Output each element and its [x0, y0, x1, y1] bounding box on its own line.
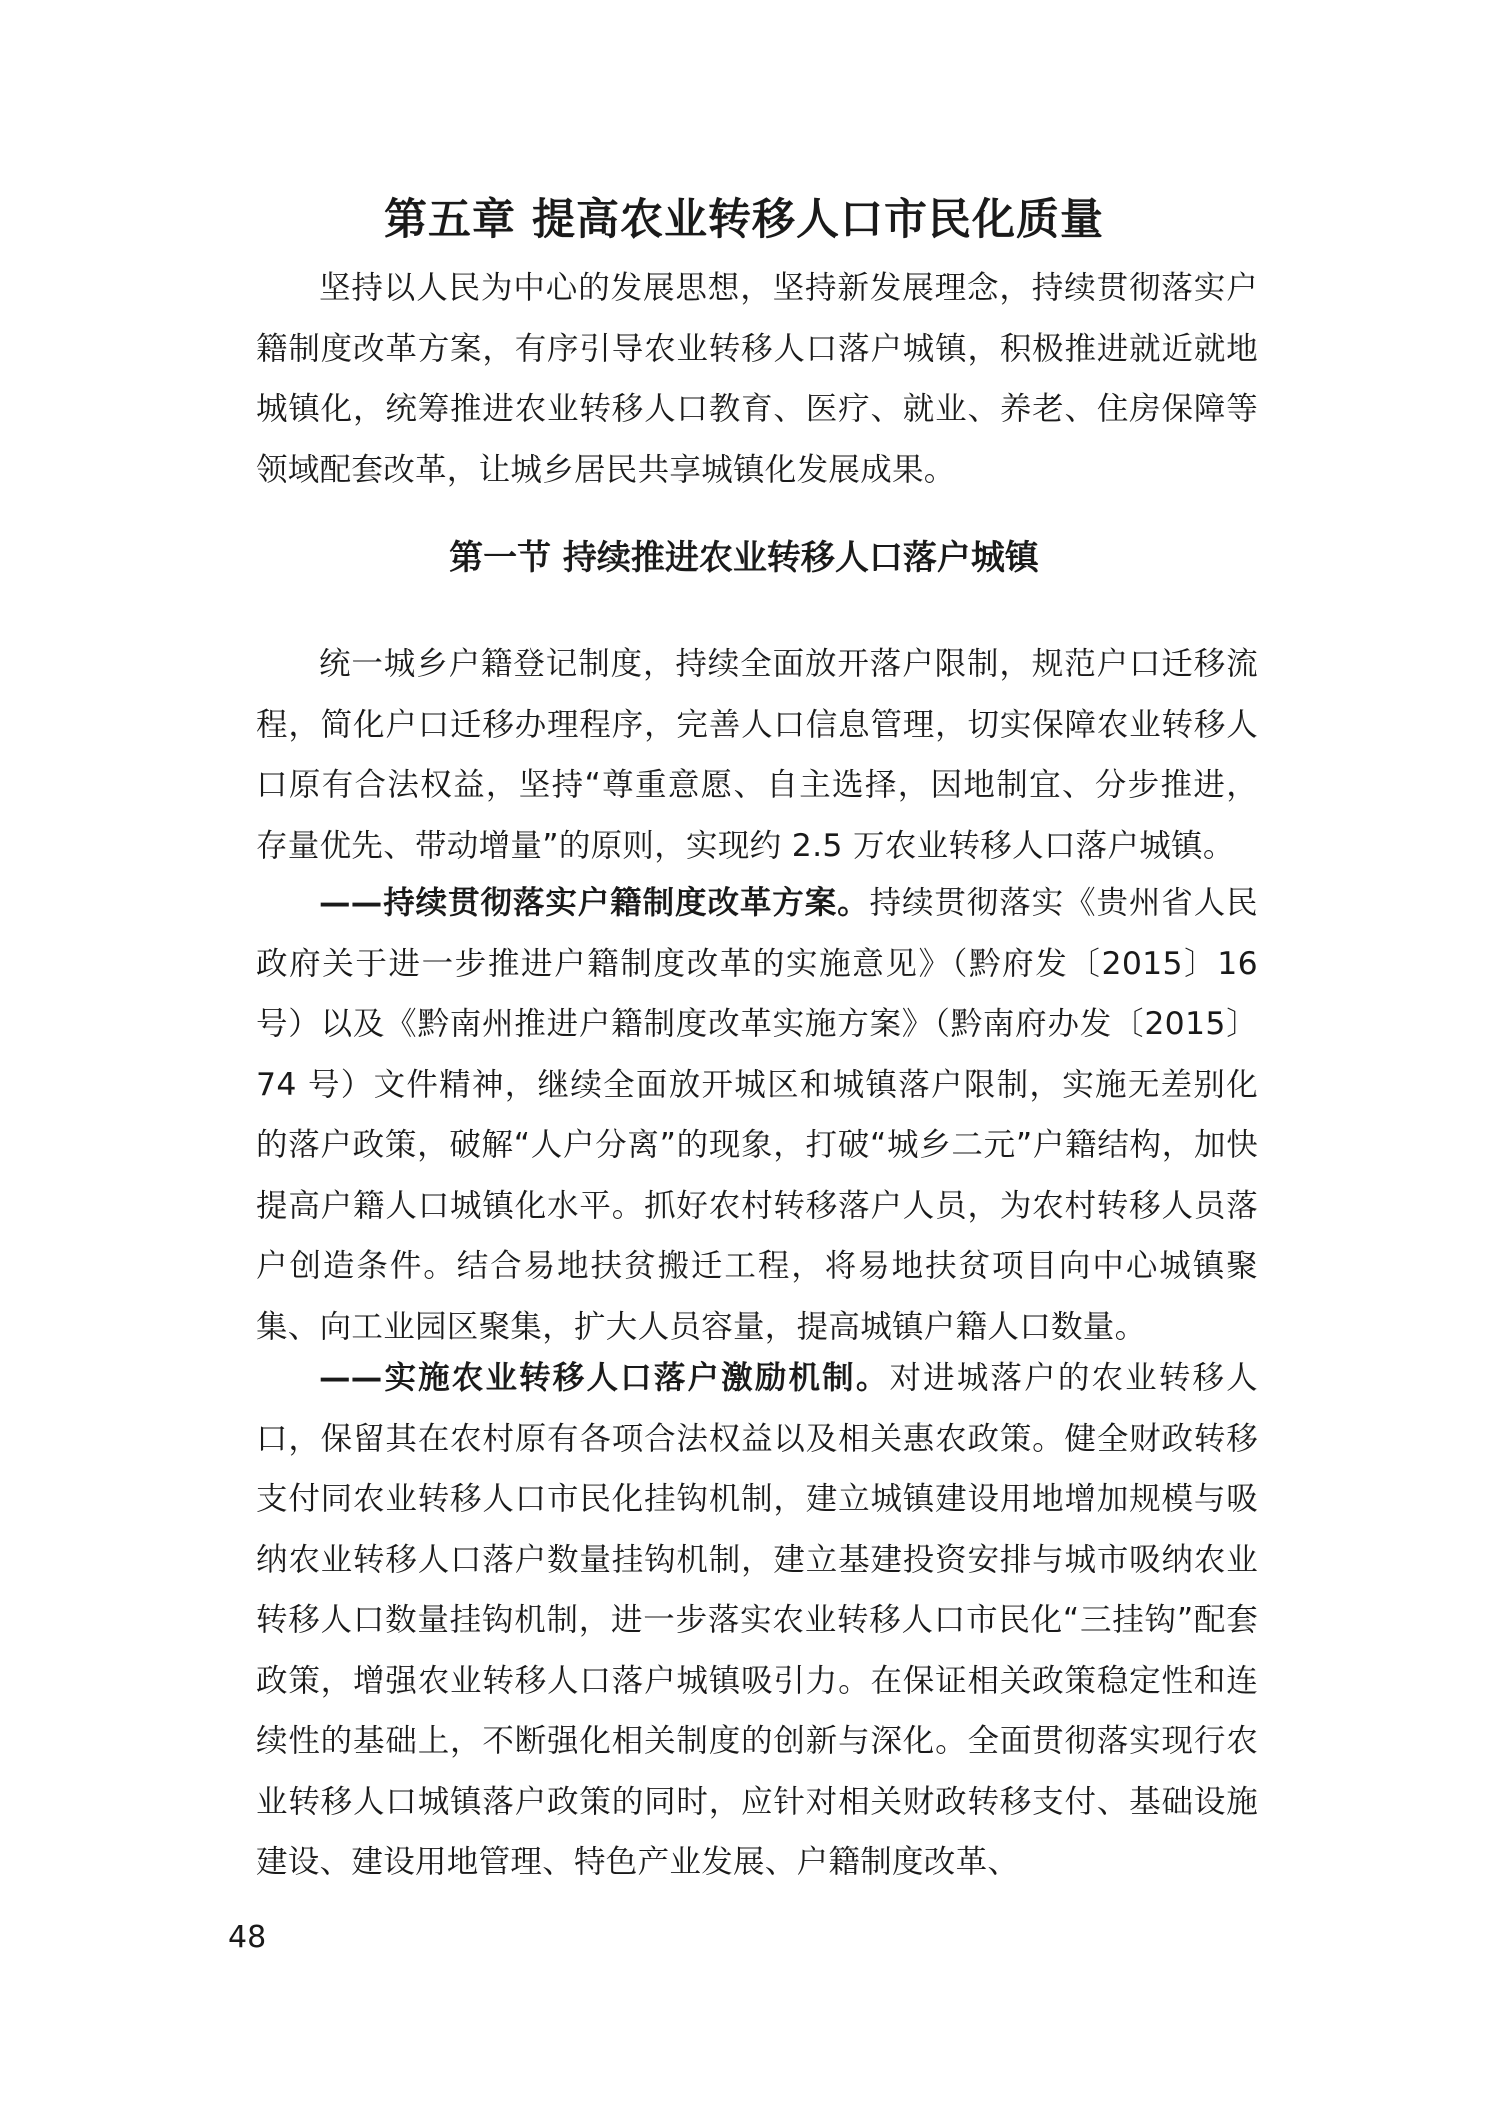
- chapter-intro-paragraph: 坚持以人民为中心的发展思想，坚持新发展理念，持续贯彻落实户籍制度改革方案，有序引导农业转移人口落户城镇，积极推进就近就地城镇化，统筹推进农业转移人口教育、医疗、就业、养老、住房保障等领域配套改革，让城乡居民共享城镇化发展成果。: [256, 270, 1258, 488]
- bullet-paragraph-household-reform: [256, 873, 1258, 1357]
- section-paragraph: 统一城乡户籍登记制度，持续全面放开落户限制，规范户口迁移流程，简化户口迁移办理程序，完善人口信息管理，切实保障农业转移人口原有合法权益，坚持“尊重意愿、自主选择，因地制宜、分步推进，存量优先、带动增量”的原则，实现约 2.5 万农业转移人口落户城镇。: [256, 646, 1258, 864]
- bullet-text: 持续贯彻落实《贵州省人民政府关于进一步推进户籍制度改革的实施意见》（黔府发〔2015〕16 号）以及《黔南州推进户籍制度改革实施方案》（黔南府办发〔2015〕74 号）文件精神，继续全面放开城区和城镇落户限制，实施无差别化的落户政策，破解“人户分离”的现象，打破“城乡二元”户籍结构，加快提高户籍人口城镇化水平。抓好农村转移落户人员，为农村转移人员落户创造条件。结合易地扶贫搬迁工程，将易地扶贫项目向中心城镇聚集、向工业园区聚集，扩大人员容量，提高城镇户籍人口数量。: [256, 885, 1258, 1345]
- section-title: 第一节 持续推进农业转移人口落户城镇: [449, 538, 1039, 578]
- bullet-lead: ——持续贯彻落实户籍制度改革方案。: [319, 885, 870, 921]
- bullet-lead: ——实施农业转移人口落户激励机制。: [319, 1360, 890, 1396]
- chapter-title: 第五章 提高农业转移人口市民化质量: [384, 195, 1104, 245]
- bullet-paragraph-incentive-mechanism: [256, 1348, 1258, 1893]
- page-number: 48: [228, 1920, 267, 1955]
- bullet-text: 对进城落户的农业转移人口，保留其在农村原有各项合法权益以及相关惠农政策。健全财政转移支付同农业转移人口市民化挂钩机制，建立城镇建设用地增加规模与吸纳农业转移人口落户数量挂钩机制，建立基建投资安排与城市吸纳农业转移人口数量挂钩机制，进一步落实农业转移人口市民化“三挂钩”配套政策，增强农业转移人口落户城镇吸引力。在保证相关政策稳定性和连续性的基础上，不断强化相关制度的创新与深化。全面贯彻落实现行农业转移人口城镇落户政策的同时，应针对相关财政转移支付、基础设施建设、建设用地管理、特色产业发展、户籍制度改革、: [256, 1360, 1258, 1880]
